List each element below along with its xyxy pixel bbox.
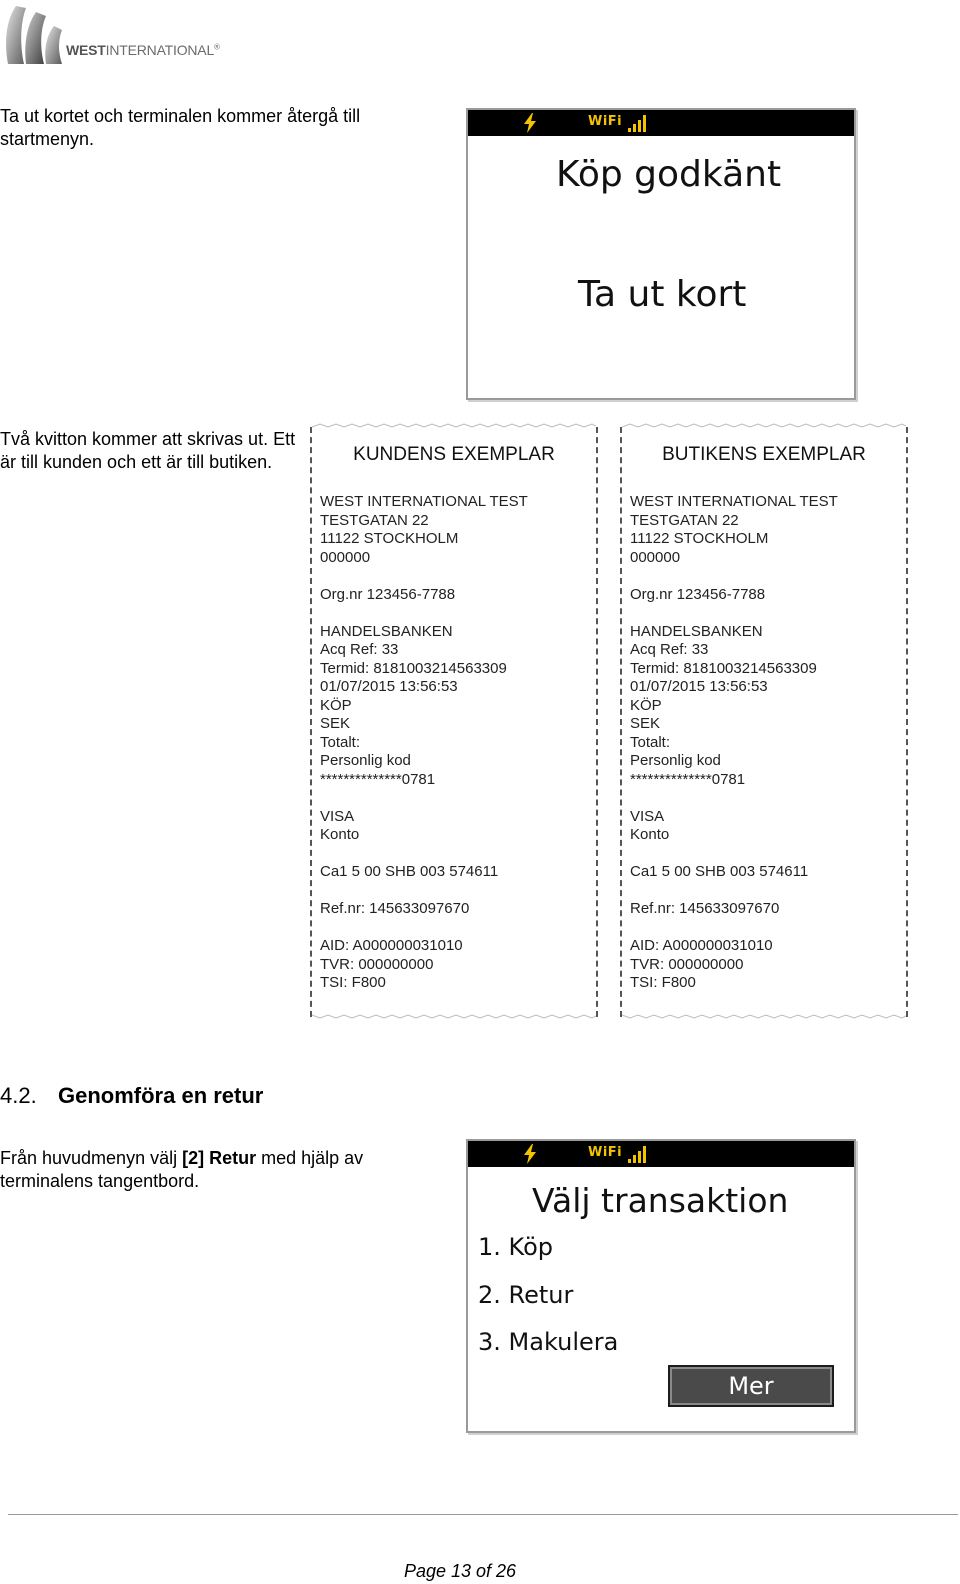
lightning-bolt-icon bbox=[522, 113, 538, 133]
org-number: Org.nr 123456-7788 bbox=[630, 585, 766, 603]
return-instruction-paragraph bbox=[0, 1147, 440, 1193]
receipt-torn-edge-top bbox=[622, 423, 906, 431]
aid: AID: A000000031010 bbox=[630, 937, 773, 954]
currency: SEK bbox=[630, 715, 661, 732]
receipt-torn-edge-bottom bbox=[312, 1011, 596, 1019]
ca-line: Ca1 5 00 SHB 003 574611 bbox=[630, 863, 809, 880]
acq-ref: Acq Ref: 33 bbox=[320, 641, 399, 658]
purchase-approved-text: Köp godkänt bbox=[556, 154, 782, 195]
instruction-suffix: med hjälp av terminalens tangentbord. bbox=[0, 1148, 364, 1191]
terminal-screen-select-transaction bbox=[466, 1139, 856, 1433]
menu-item-cancel[interactable]: 3. Makulera bbox=[478, 1328, 619, 1356]
menu-item-purchase[interactable]: 1. Köp bbox=[478, 1233, 553, 1261]
wifi-label: WiFi bbox=[588, 1145, 623, 1160]
terminal-id: Termid: 8181003214563309 bbox=[320, 659, 507, 677]
transaction-datetime: 01/07/2015 13:56:53 bbox=[630, 678, 768, 695]
receipt-torn-edge-top bbox=[312, 423, 596, 431]
logo-brand-rest: INTERNATIONAL bbox=[105, 42, 215, 58]
merchant-city: 11122 STOCKHOLM bbox=[320, 530, 459, 547]
section-number: 4.2. bbox=[0, 1083, 37, 1108]
west-international-logo bbox=[2, 2, 222, 68]
pin-label: Personlig kod bbox=[320, 752, 411, 769]
more-button[interactable]: Mer bbox=[668, 1365, 834, 1407]
menu-item-return[interactable]: 2. Retur bbox=[478, 1281, 574, 1309]
reference-number: Ref.nr: 145633097670 bbox=[320, 900, 470, 917]
logo-wordmark bbox=[66, 42, 220, 58]
customer-receipt bbox=[310, 427, 598, 1017]
card-type: VISA bbox=[320, 807, 355, 825]
terminal-id: Termid: 8181003214563309 bbox=[630, 659, 817, 677]
page-number: Page 13 of 26 bbox=[403, 1561, 517, 1581]
logo-registered-mark: ® bbox=[214, 42, 220, 52]
signal-strength-icon bbox=[628, 1145, 648, 1163]
logo-brand-bold: WEST bbox=[66, 42, 106, 58]
acq-ref: Acq Ref: 33 bbox=[630, 641, 709, 658]
total-label: Totalt: bbox=[320, 733, 361, 751]
remove-card-text: Ta ut kort bbox=[578, 274, 747, 315]
tvr: TVR: 000000000 bbox=[630, 955, 744, 973]
ca-line: Ca1 5 00 SHB 003 574611 bbox=[320, 863, 499, 880]
merchant-id: 000000 bbox=[630, 548, 681, 566]
merchant-id: 000000 bbox=[320, 548, 371, 566]
section-title: Genomföra en retur bbox=[58, 1083, 264, 1108]
masked-card-number: **************0781 bbox=[320, 770, 436, 788]
tsi: TSI: F800 bbox=[320, 974, 386, 991]
select-transaction-title: Välj transaktion bbox=[532, 1181, 789, 1220]
terminal-status-bar bbox=[468, 110, 854, 136]
transaction-datetime: 01/07/2015 13:56:53 bbox=[320, 678, 458, 695]
merchant-name: WEST INTERNATIONAL TEST bbox=[320, 493, 528, 510]
receipt-title: BUTIKENS EXEMPLAR bbox=[662, 444, 866, 465]
logo-mark-icon bbox=[2, 2, 66, 68]
instruction-prefix: Från huvudmenyn välj bbox=[0, 1148, 183, 1168]
merchant-city: 11122 STOCKHOLM bbox=[630, 530, 769, 547]
tvr: TVR: 000000000 bbox=[320, 955, 434, 973]
merchant-street: TESTGATAN 22 bbox=[630, 511, 739, 529]
reference-number: Ref.nr: 145633097670 bbox=[630, 900, 780, 917]
lightning-bolt-icon bbox=[522, 1144, 538, 1164]
signal-strength-icon bbox=[628, 114, 648, 132]
terminal-status-bar bbox=[468, 1141, 854, 1167]
receipt-title: KUNDENS EXEMPLAR bbox=[353, 444, 555, 465]
merchant-name: WEST INTERNATIONAL TEST bbox=[630, 493, 838, 510]
store-receipt bbox=[620, 427, 908, 1017]
account-label: Konto bbox=[320, 826, 360, 843]
bank-name: HANDELSBANKEN bbox=[630, 622, 763, 640]
org-number: Org.nr 123456-7788 bbox=[320, 585, 456, 603]
account-label: Konto bbox=[630, 826, 670, 843]
aid: AID: A000000031010 bbox=[320, 937, 463, 954]
terminal-screen-purchase-approved bbox=[466, 108, 856, 400]
instruction-bold: [2] Retur bbox=[182, 1148, 257, 1168]
transaction-type: KÖP bbox=[320, 696, 352, 714]
receipt-body bbox=[320, 493, 590, 993]
tsi: TSI: F800 bbox=[630, 974, 696, 991]
section-heading bbox=[0, 1083, 263, 1109]
pin-label: Personlig kod bbox=[630, 752, 721, 769]
receipt-torn-edge-bottom bbox=[622, 1011, 906, 1019]
wifi-label: WiFi bbox=[588, 114, 623, 129]
merchant-street: TESTGATAN 22 bbox=[320, 511, 429, 529]
remove-card-paragraph: Ta ut kortet och terminalen kommer återgå till startmenyn. bbox=[0, 106, 361, 149]
masked-card-number: **************0781 bbox=[630, 770, 746, 788]
two-receipts-paragraph: Två kvitton kommer att skrivas ut. Ett är till kunden och ett är till butiken. bbox=[0, 429, 296, 472]
footer-divider bbox=[8, 1514, 958, 1515]
transaction-type: KÖP bbox=[630, 696, 662, 714]
receipt-body bbox=[630, 493, 900, 993]
currency: SEK bbox=[320, 715, 351, 732]
bank-name: HANDELSBANKEN bbox=[320, 622, 453, 640]
total-label: Totalt: bbox=[630, 733, 671, 751]
card-type: VISA bbox=[630, 807, 665, 825]
